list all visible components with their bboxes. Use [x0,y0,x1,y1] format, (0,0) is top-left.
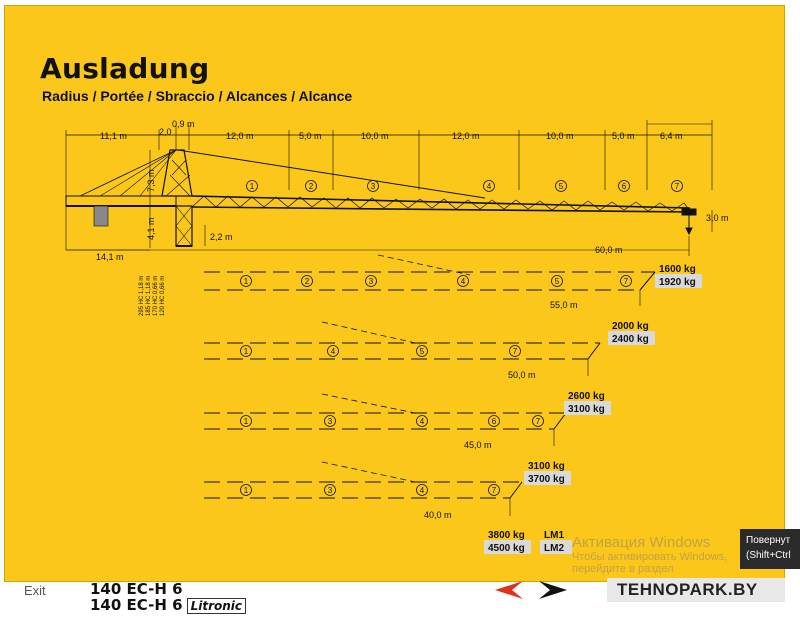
load-label: 2000 kg [612,321,649,332]
dim-label: 12,0 m [226,131,254,141]
load-label: 3100 kg [568,404,605,415]
section-marker-label: 1 [243,486,249,495]
section-marker-label: 7 [623,277,629,286]
section-marker-label: 6 [491,417,497,426]
section-marker-label: 3 [327,417,333,426]
dim-label: 5,0 m [612,131,635,141]
litronic-badge: Litronic [187,598,246,614]
section-marker-label: 4 [419,417,425,426]
radius-label: 55,0 m [550,300,578,310]
section-marker-label: 5 [558,182,564,191]
load-label: 3100 kg [528,461,565,472]
section-marker-label: 6 [621,182,627,191]
dim-label: 12,0 m [452,131,480,141]
tower-type-label: 185 HC 1,18 m [146,275,152,316]
tower-type-label: 295 HC 1,18 m [139,275,145,316]
section-marker-label: 3 [327,486,333,495]
section-marker-label: 4 [486,182,492,191]
dim-label: 5,0 m [299,131,322,141]
load-label: 1600 kg [659,264,696,275]
load-mode-label: LM1 [544,530,564,541]
section-marker-label: 5 [419,347,425,356]
dim-label: 4,1 m [146,217,156,240]
radius-label: 50,0 m [508,370,536,380]
tower-type-label: 120 HC 0,66 m [160,275,166,316]
config-lines [204,255,655,516]
section-marker-label: 2 [308,182,314,191]
dim-label: 6,4 m [660,131,683,141]
arrow-right-icon[interactable] [539,581,567,599]
load-label: 1920 kg [659,277,696,288]
tooltip-line: Повернут [746,535,791,546]
dim-label: 10,0 m [546,131,574,141]
section-marker-label: 7 [674,182,680,191]
radius-label: 40,0 m [424,510,452,520]
section-marker-label: 2 [304,277,310,286]
arrow-left-icon[interactable] [495,581,523,599]
load-label: 2600 kg [568,391,605,402]
section-marker-label: 7 [491,486,497,495]
tooltip [740,529,800,569]
section-marker-label: 7 [535,417,541,426]
dim-label: 11,1 m [100,131,127,141]
model-name: 140 EC-H 6 [90,580,183,598]
dim-label: 3,0 m [706,213,729,223]
radius-label: 45,0 m [464,440,492,450]
dim-label: 10,0 m [361,131,389,141]
dim-label: 7,3 m [146,169,156,192]
page-title: Ausladung [40,52,210,85]
page-subtitle: Radius / Portée / Sbraccio / Alcances / Alcance [42,88,353,104]
load-label: 4500 kg [488,543,525,554]
section-marker-label: 5 [554,277,560,286]
load-label: 2400 kg [612,334,649,345]
load-mode-label: LM2 [544,543,564,554]
section-marker-label: 1 [243,417,249,426]
section-marker-label: 4 [330,347,336,356]
dim-label: 2,0 [159,127,172,137]
section-marker-label: 3 [368,277,374,286]
section-marker-label: 7 [512,347,518,356]
section-marker-label: 3 [370,182,376,191]
dim-label: 14,1 m [96,252,124,262]
exit-link[interactable]: Exit [24,583,46,598]
nav-arrows [495,581,567,599]
brand-logo: TEHNOPARK.BY [607,578,785,602]
load-label: 3800 kg [488,530,525,541]
section-marker-label: 1 [249,182,255,191]
dim-label: 2,2 m [210,232,233,242]
load-label: 3700 kg [528,474,565,485]
watermark-title: Активация Windows [572,534,711,551]
section-marker-label: 4 [460,277,466,286]
section-marker-label: 4 [419,486,425,495]
section-marker-label: 1 [243,347,249,356]
section-marker-label: 1 [243,277,249,286]
tooltip-line: (Shift+Ctrl [746,550,791,561]
dim-label: 0,9 m [172,119,195,129]
radius-label: 60,0 m [595,245,623,255]
model-name-litronic [90,596,246,614]
tower-type-label: 170 HC 0,66 m [153,275,159,316]
model-name-text: 140 EC-H 6 [90,596,183,614]
watermark-text: Чтобы активировать Windows, перейдите в раздел [572,551,728,575]
